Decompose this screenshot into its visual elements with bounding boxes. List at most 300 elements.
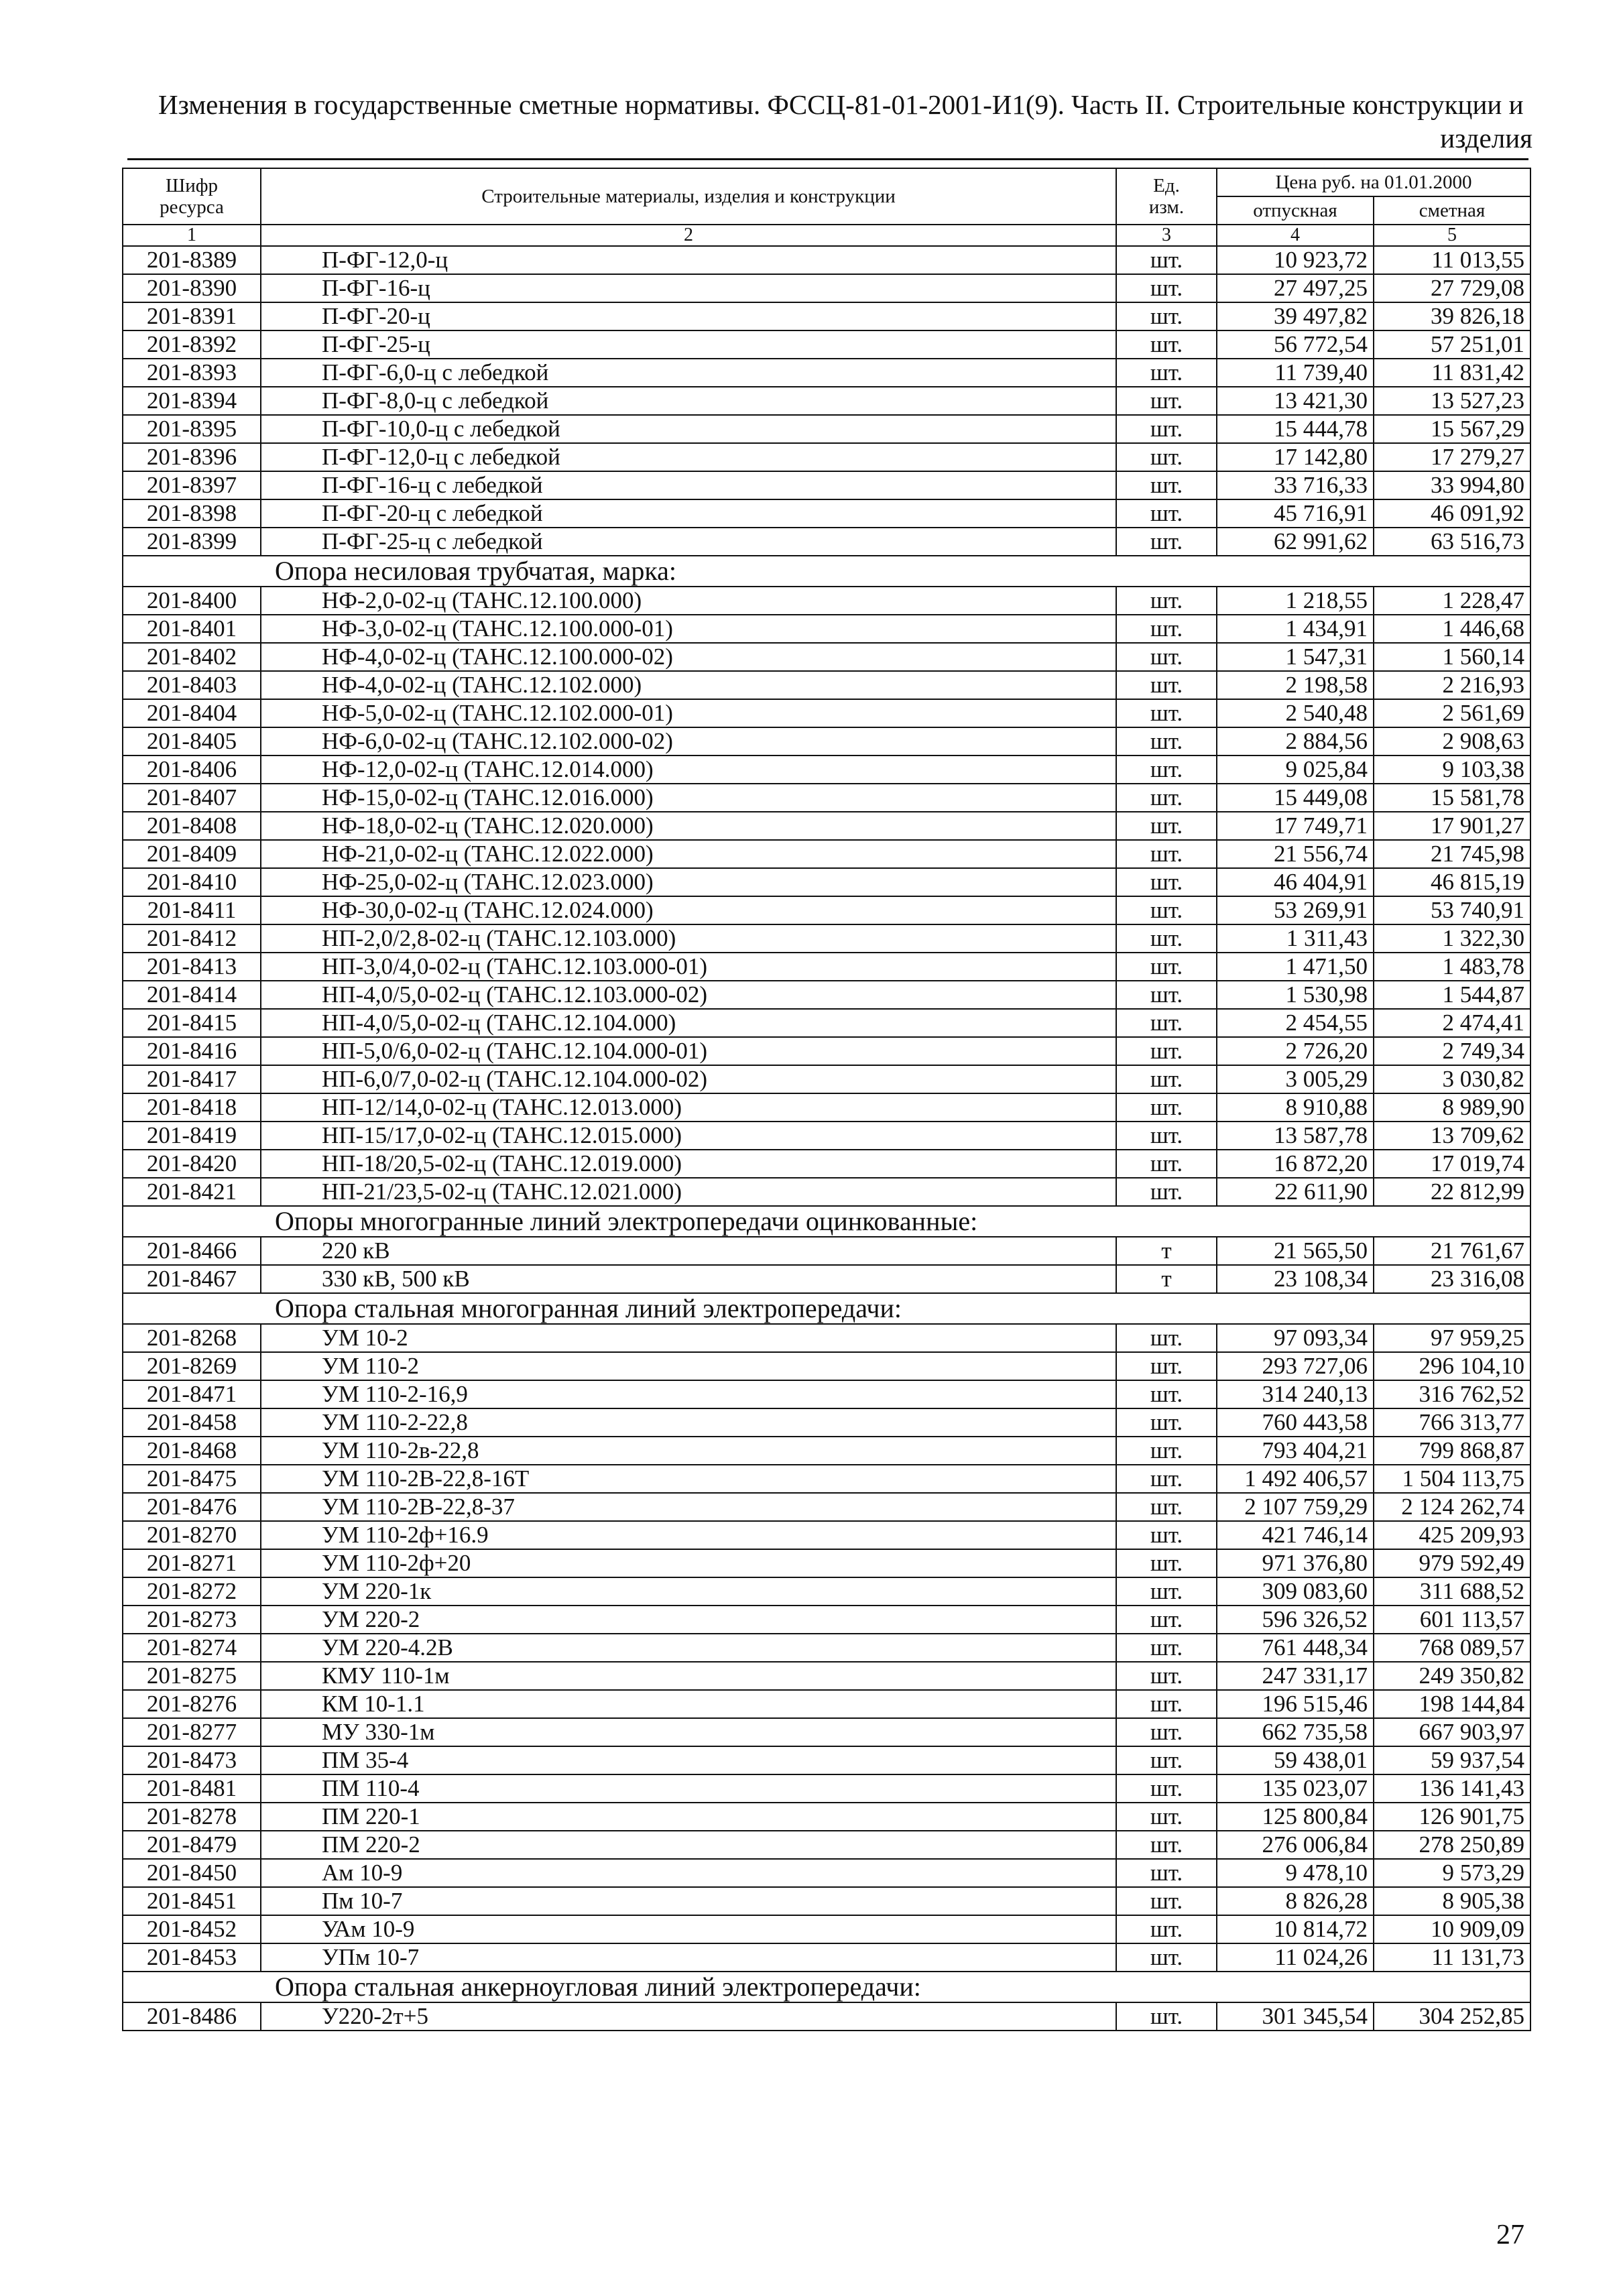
section-heading: Опоры многогранные линий электропередачи оцинкованные:	[123, 1206, 1530, 1237]
release-price-cell: 135 023,07	[1217, 1774, 1374, 1803]
table-row	[123, 387, 1530, 415]
unit-cell: шт.	[1116, 1774, 1217, 1803]
resource-code-cell: 201-8389	[123, 246, 261, 274]
release-price-cell: 15 449,08	[1217, 784, 1374, 812]
unit-cell: шт.	[1116, 1037, 1217, 1065]
estimate-price-cell: 46 815,19	[1374, 868, 1530, 896]
unit-cell: шт.	[1116, 924, 1217, 953]
resource-code-cell: 201-8407	[123, 784, 261, 812]
estimate-price-cell: 2 216,93	[1374, 671, 1530, 699]
table-row	[123, 246, 1530, 274]
release-price-cell: 2 726,20	[1217, 1037, 1374, 1065]
resource-code-cell: 201-8408	[123, 812, 261, 840]
release-price-cell: 53 269,91	[1217, 896, 1374, 924]
section-heading-row	[123, 556, 1530, 587]
table-row	[123, 643, 1530, 671]
estimate-price-cell: 3 030,82	[1374, 1065, 1530, 1093]
resource-code-cell: 201-8410	[123, 868, 261, 896]
material-name-cell: УМ 110-2в-22,8	[261, 1437, 1116, 1465]
unit-cell: шт.	[1116, 840, 1217, 868]
unit-cell: шт.	[1116, 471, 1217, 499]
unit-cell: шт.	[1116, 1859, 1217, 1887]
material-name-cell: 220 кВ	[261, 1237, 1116, 1265]
resource-code-cell: 201-8471	[123, 1380, 261, 1408]
table-row	[123, 1380, 1530, 1408]
table-row	[123, 1237, 1530, 1265]
resource-code-cell: 201-8393	[123, 359, 261, 387]
release-price-cell: 761 448,34	[1217, 1634, 1374, 1662]
unit-cell: шт.	[1116, 443, 1217, 471]
release-price-cell: 1 547,31	[1217, 643, 1374, 671]
unit-cell: шт.	[1116, 868, 1217, 896]
material-name-cell: УАм 10-9	[261, 1915, 1116, 1943]
estimate-price-cell: 766 313,77	[1374, 1408, 1530, 1437]
resource-code-cell: 201-8451	[123, 1887, 261, 1915]
release-price-cell: 760 443,58	[1217, 1408, 1374, 1437]
table-row	[123, 671, 1530, 699]
release-price-cell: 1 218,55	[1217, 587, 1374, 615]
release-price-cell: 309 083,60	[1217, 1577, 1374, 1606]
resource-code-cell: 201-8475	[123, 1465, 261, 1493]
material-name-cell: Ам 10-9	[261, 1859, 1116, 1887]
estimate-price-cell: 1 504 113,75	[1374, 1465, 1530, 1493]
page-number: 27	[1496, 2220, 1524, 2250]
table-body	[123, 246, 1530, 2031]
table-row	[123, 756, 1530, 784]
unit-cell: шт.	[1116, 671, 1217, 699]
resource-code-cell: 201-8453	[123, 1943, 261, 1972]
resource-code-cell: 201-8418	[123, 1093, 261, 1122]
release-price-cell: 9 478,10	[1217, 1859, 1374, 1887]
unit-cell: шт.	[1116, 1662, 1217, 1690]
release-price-cell: 421 746,14	[1217, 1521, 1374, 1549]
estimate-price-cell: 425 209,93	[1374, 1521, 1530, 1549]
table-row	[123, 1634, 1530, 1662]
table-row	[123, 1465, 1530, 1493]
material-name-cell: П-ФГ-20-ц с лебедкой	[261, 499, 1116, 528]
unit-cell: шт.	[1116, 359, 1217, 387]
estimate-price-cell: 249 350,82	[1374, 1662, 1530, 1690]
resource-code-cell: 201-8275	[123, 1662, 261, 1690]
table-row	[123, 615, 1530, 643]
col-header-unit: Ед. изм.	[1116, 168, 1217, 225]
estimate-price-cell: 311 688,52	[1374, 1577, 1530, 1606]
material-name-cell: КМУ 110-1м	[261, 1662, 1116, 1690]
section-heading-row	[123, 1206, 1530, 1237]
table-row	[123, 1493, 1530, 1521]
table-row	[123, 1122, 1530, 1150]
material-name-cell: УМ 110-2В-22,8-16Т	[261, 1465, 1116, 1493]
release-price-cell: 23 108,34	[1217, 1265, 1374, 1293]
material-name-cell: НП-15/17,0-02-ц (ТАНС.12.015.000)	[261, 1122, 1116, 1150]
table-row	[123, 784, 1530, 812]
estimate-price-cell: 59 937,54	[1374, 1746, 1530, 1774]
unit-cell: шт.	[1116, 1943, 1217, 1972]
col-header-code: Шифр ресурса	[123, 168, 261, 225]
resource-code-cell: 201-8278	[123, 1803, 261, 1831]
resource-code-cell: 201-8486	[123, 2002, 261, 2031]
material-name-cell: 330 кВ, 500 кВ	[261, 1265, 1116, 1293]
material-name-cell: УМ 110-2-16,9	[261, 1380, 1116, 1408]
release-price-cell: 39 497,82	[1217, 302, 1374, 330]
table-row	[123, 359, 1530, 387]
release-price-cell: 301 345,54	[1217, 2002, 1374, 2031]
estimate-price-cell: 46 091,92	[1374, 499, 1530, 528]
unit-cell: шт.	[1116, 1634, 1217, 1662]
table-row	[123, 274, 1530, 302]
resource-code-cell: 201-8277	[123, 1718, 261, 1746]
unit-cell: шт.	[1116, 896, 1217, 924]
resource-code-cell: 201-8411	[123, 896, 261, 924]
table-row	[123, 840, 1530, 868]
unit-cell: шт.	[1116, 812, 1217, 840]
unit-cell: шт.	[1116, 415, 1217, 443]
table-row	[123, 1265, 1530, 1293]
material-name-cell: Пм 10-7	[261, 1887, 1116, 1915]
table-row	[123, 981, 1530, 1009]
estimate-price-cell: 667 903,97	[1374, 1718, 1530, 1746]
material-name-cell: НФ-3,0-02-ц (ТАНС.12.100.000-01)	[261, 615, 1116, 643]
resource-code-cell: 201-8276	[123, 1690, 261, 1718]
unit-cell: шт.	[1116, 387, 1217, 415]
release-price-cell: 45 716,91	[1217, 499, 1374, 528]
resource-code-cell: 201-8473	[123, 1746, 261, 1774]
material-name-cell: НФ-4,0-02-ц (ТАНС.12.100.000-02)	[261, 643, 1116, 671]
material-name-cell: НП-18/20,5-02-ц (ТАНС.12.019.000)	[261, 1150, 1116, 1178]
unit-cell: шт.	[1116, 1746, 1217, 1774]
release-price-cell: 662 735,58	[1217, 1718, 1374, 1746]
section-heading: Опора несиловая трубчатая, марка:	[123, 556, 1530, 587]
material-name-cell: УМ 110-2-22,8	[261, 1408, 1116, 1437]
table-row	[123, 1037, 1530, 1065]
estimate-price-cell: 10 909,09	[1374, 1915, 1530, 1943]
material-name-cell: НП-5,0/6,0-02-ц (ТАНС.12.104.000-01)	[261, 1037, 1116, 1065]
estimate-price-cell: 15 581,78	[1374, 784, 1530, 812]
estimate-price-cell: 316 762,52	[1374, 1380, 1530, 1408]
resource-code-cell: 201-8412	[123, 924, 261, 953]
table-row	[123, 1549, 1530, 1577]
release-price-cell: 10 814,72	[1217, 1915, 1374, 1943]
material-name-cell: НП-3,0/4,0-02-ц (ТАНС.12.103.000-01)	[261, 953, 1116, 981]
estimate-price-cell: 2 561,69	[1374, 699, 1530, 727]
resource-code-cell: 201-8420	[123, 1150, 261, 1178]
release-price-cell: 11 739,40	[1217, 359, 1374, 387]
release-price-cell: 59 438,01	[1217, 1746, 1374, 1774]
release-price-cell: 17 749,71	[1217, 812, 1374, 840]
material-name-cell: НФ-2,0-02-ц (ТАНС.12.100.000)	[261, 587, 1116, 615]
estimate-price-cell: 1 483,78	[1374, 953, 1530, 981]
unit-cell: шт.	[1116, 1690, 1217, 1718]
release-price-cell: 46 404,91	[1217, 868, 1374, 896]
resource-code-cell: 201-8415	[123, 1009, 261, 1037]
estimate-price-cell: 33 994,80	[1374, 471, 1530, 499]
resource-code-cell: 201-8421	[123, 1178, 261, 1206]
unit-cell: шт.	[1116, 1831, 1217, 1859]
release-price-cell: 17 142,80	[1217, 443, 1374, 471]
release-price-cell: 10 923,72	[1217, 246, 1374, 274]
estimate-price-cell: 9 103,38	[1374, 756, 1530, 784]
resource-code-cell: 201-8409	[123, 840, 261, 868]
table-row	[123, 2002, 1530, 2031]
table-row	[123, 1718, 1530, 1746]
material-name-cell: П-ФГ-16-ц	[261, 274, 1116, 302]
estimate-price-cell: 799 868,87	[1374, 1437, 1530, 1465]
unit-cell: шт.	[1116, 302, 1217, 330]
resource-code-cell: 201-8468	[123, 1437, 261, 1465]
unit-cell: шт.	[1116, 1352, 1217, 1380]
material-name-cell: КМ 10-1.1	[261, 1690, 1116, 1718]
material-name-cell: УПм 10-7	[261, 1943, 1116, 1972]
material-name-cell: ПМ 110-4	[261, 1774, 1116, 1803]
resource-code-cell: 201-8413	[123, 953, 261, 981]
material-name-cell: НП-6,0/7,0-02-ц (ТАНС.12.104.000-02)	[261, 1065, 1116, 1093]
material-name-cell: НФ-15,0-02-ц (ТАНС.12.016.000)	[261, 784, 1116, 812]
col-header-price-estimate: сметная	[1374, 196, 1530, 225]
material-name-cell: У220-2т+5	[261, 2002, 1116, 2031]
resource-code-cell: 201-8403	[123, 671, 261, 699]
col-header-price-release: отпускная	[1217, 196, 1374, 225]
release-price-cell: 293 727,06	[1217, 1352, 1374, 1380]
table-row	[123, 1352, 1530, 1380]
material-name-cell: ПМ 220-1	[261, 1803, 1116, 1831]
resource-code-cell: 201-8274	[123, 1634, 261, 1662]
resource-code-cell: 201-8419	[123, 1122, 261, 1150]
table-row	[123, 415, 1530, 443]
release-price-cell: 21 556,74	[1217, 840, 1374, 868]
table-row	[123, 1324, 1530, 1352]
unit-cell: шт.	[1116, 330, 1217, 359]
estimate-price-cell: 39 826,18	[1374, 302, 1530, 330]
resource-code-cell: 201-8397	[123, 471, 261, 499]
table-row	[123, 330, 1530, 359]
release-price-cell: 2 454,55	[1217, 1009, 1374, 1037]
material-name-cell: НФ-5,0-02-ц (ТАНС.12.102.000-01)	[261, 699, 1116, 727]
resource-code-cell: 201-8479	[123, 1831, 261, 1859]
header-title-line1: Изменения в государственные сметные нормативы. ФССЦ-81-01-2001-И1(9). Часть II. Строительные конструкции и	[158, 89, 1524, 120]
release-price-cell: 27 497,25	[1217, 274, 1374, 302]
release-price-cell: 21 565,50	[1217, 1237, 1374, 1265]
estimate-price-cell: 13 709,62	[1374, 1122, 1530, 1150]
table-row	[123, 471, 1530, 499]
table-row	[123, 528, 1530, 556]
estimate-price-cell: 136 141,43	[1374, 1774, 1530, 1803]
estimate-price-cell: 11 013,55	[1374, 246, 1530, 274]
table-row	[123, 1859, 1530, 1887]
table-row	[123, 499, 1530, 528]
resource-code-cell: 201-8450	[123, 1859, 261, 1887]
table-row	[123, 1065, 1530, 1093]
table-row	[123, 587, 1530, 615]
material-name-cell: П-ФГ-12,0-ц	[261, 246, 1116, 274]
release-price-cell: 276 006,84	[1217, 1831, 1374, 1859]
unit-cell: шт.	[1116, 784, 1217, 812]
estimate-price-cell: 304 252,85	[1374, 2002, 1530, 2031]
unit-cell: шт.	[1116, 1122, 1217, 1150]
material-name-cell: НФ-30,0-02-ц (ТАНС.12.024.000)	[261, 896, 1116, 924]
material-name-cell: НП-4,0/5,0-02-ц (ТАНС.12.104.000)	[261, 1009, 1116, 1037]
unit-cell: шт.	[1116, 1803, 1217, 1831]
resource-code-cell: 201-8402	[123, 643, 261, 671]
material-name-cell: ПМ 220-2	[261, 1831, 1116, 1859]
table-row	[123, 1943, 1530, 1972]
estimate-price-cell: 1 446,68	[1374, 615, 1530, 643]
release-price-cell: 3 005,29	[1217, 1065, 1374, 1093]
estimate-price-cell: 2 474,41	[1374, 1009, 1530, 1037]
material-name-cell: УМ 110-2	[261, 1352, 1116, 1380]
resource-code-cell: 201-8467	[123, 1265, 261, 1293]
header-title-line2: изделия	[1440, 123, 1532, 154]
unit-cell: шт.	[1116, 1009, 1217, 1037]
estimate-price-cell: 13 527,23	[1374, 387, 1530, 415]
estimate-price-cell: 97 959,25	[1374, 1324, 1530, 1352]
section-heading-row	[123, 1972, 1530, 2002]
unit-cell: т	[1116, 1265, 1217, 1293]
unit-cell: шт.	[1116, 615, 1217, 643]
material-name-cell: ПМ 35-4	[261, 1746, 1116, 1774]
resource-code-cell: 201-8396	[123, 443, 261, 471]
material-name-cell: НП-2,0/2,8-02-ц (ТАНС.12.103.000)	[261, 924, 1116, 953]
table-row	[123, 1774, 1530, 1803]
material-name-cell: НП-21/23,5-02-ц (ТАНС.12.021.000)	[261, 1178, 1116, 1206]
estimate-price-cell: 8 989,90	[1374, 1093, 1530, 1122]
unit-cell: шт.	[1116, 756, 1217, 784]
resource-code-cell: 201-8399	[123, 528, 261, 556]
estimate-price-cell: 768 089,57	[1374, 1634, 1530, 1662]
unit-cell: шт.	[1116, 528, 1217, 556]
material-name-cell: П-ФГ-25-ц	[261, 330, 1116, 359]
unit-cell: шт.	[1116, 1408, 1217, 1437]
material-name-cell: НП-4,0/5,0-02-ц (ТАНС.12.103.000-02)	[261, 981, 1116, 1009]
header-rule	[127, 158, 1528, 160]
unit-cell: шт.	[1116, 1718, 1217, 1746]
estimate-price-cell: 53 740,91	[1374, 896, 1530, 924]
unit-cell: шт.	[1116, 699, 1217, 727]
table-row	[123, 953, 1530, 981]
resource-code-cell: 201-8404	[123, 699, 261, 727]
estimate-price-cell: 22 812,99	[1374, 1178, 1530, 1206]
resource-code-cell: 201-8394	[123, 387, 261, 415]
estimate-price-cell: 17 019,74	[1374, 1150, 1530, 1178]
estimate-price-cell: 8 905,38	[1374, 1887, 1530, 1915]
release-price-cell: 22 611,90	[1217, 1178, 1374, 1206]
table-row	[123, 1662, 1530, 1690]
material-name-cell: П-ФГ-10,0-ц с лебедкой	[261, 415, 1116, 443]
release-price-cell: 1 311,43	[1217, 924, 1374, 953]
release-price-cell: 1 492 406,57	[1217, 1465, 1374, 1493]
unit-cell: шт.	[1116, 1493, 1217, 1521]
table-row	[123, 1915, 1530, 1943]
release-price-cell: 125 800,84	[1217, 1803, 1374, 1831]
material-name-cell: П-ФГ-20-ц	[261, 302, 1116, 330]
estimate-price-cell: 1 322,30	[1374, 924, 1530, 953]
material-name-cell: НФ-12,0-02-ц (ТАНС.12.014.000)	[261, 756, 1116, 784]
release-price-cell: 9 025,84	[1217, 756, 1374, 784]
table-row	[123, 1887, 1530, 1915]
unit-cell: шт.	[1116, 727, 1217, 756]
estimate-price-cell: 296 104,10	[1374, 1352, 1530, 1380]
unit-cell: шт.	[1116, 643, 1217, 671]
estimate-price-cell: 17 279,27	[1374, 443, 1530, 471]
table-row	[123, 443, 1530, 471]
resource-code-cell: 201-8406	[123, 756, 261, 784]
unit-cell: шт.	[1116, 1437, 1217, 1465]
release-price-cell: 13 421,30	[1217, 387, 1374, 415]
table-row	[123, 1690, 1530, 1718]
material-name-cell: П-ФГ-12,0-ц с лебедкой	[261, 443, 1116, 471]
unit-cell: шт.	[1116, 1521, 1217, 1549]
resource-code-cell: 201-8417	[123, 1065, 261, 1093]
estimate-price-cell: 9 573,29	[1374, 1859, 1530, 1887]
col-header-name: Строительные материалы, изделия и конструкции	[261, 168, 1116, 225]
unit-cell: шт.	[1116, 1324, 1217, 1352]
col-number: 4	[1217, 225, 1374, 246]
unit-cell: шт.	[1116, 981, 1217, 1009]
resource-code-cell: 201-8398	[123, 499, 261, 528]
estimate-price-cell: 1 544,87	[1374, 981, 1530, 1009]
resource-code-cell: 201-8391	[123, 302, 261, 330]
estimate-price-cell: 21 761,67	[1374, 1237, 1530, 1265]
table-row	[123, 1746, 1530, 1774]
resource-code-cell: 201-8466	[123, 1237, 261, 1265]
document-header	[158, 86, 1532, 157]
resource-code-cell: 201-8416	[123, 1037, 261, 1065]
table-head	[123, 168, 1530, 246]
release-price-cell: 56 772,54	[1217, 330, 1374, 359]
release-price-cell: 314 240,13	[1217, 1380, 1374, 1408]
estimate-price-cell: 21 745,98	[1374, 840, 1530, 868]
section-heading: Опора стальная многогранная линий электропередачи:	[123, 1293, 1530, 1324]
resource-code-cell: 201-8270	[123, 1521, 261, 1549]
table-row	[123, 727, 1530, 756]
table-row	[123, 1831, 1530, 1859]
estimate-price-cell: 601 113,57	[1374, 1606, 1530, 1634]
material-name-cell: УМ 220-1к	[261, 1577, 1116, 1606]
unit-cell: шт.	[1116, 499, 1217, 528]
estimate-price-cell: 11 131,73	[1374, 1943, 1530, 1972]
material-name-cell: НП-12/14,0-02-ц (ТАНС.12.013.000)	[261, 1093, 1116, 1122]
table-row	[123, 812, 1530, 840]
release-price-cell: 8 910,88	[1217, 1093, 1374, 1122]
material-name-cell: УМ 110-2В-22,8-37	[261, 1493, 1116, 1521]
unit-cell: шт.	[1116, 1065, 1217, 1093]
table-row	[123, 924, 1530, 953]
estimate-price-cell: 23 316,08	[1374, 1265, 1530, 1293]
material-name-cell: УМ 110-2ф+20	[261, 1549, 1116, 1577]
estimate-price-cell: 278 250,89	[1374, 1831, 1530, 1859]
material-name-cell: УМ 220-2	[261, 1606, 1116, 1634]
release-price-cell: 13 587,78	[1217, 1122, 1374, 1150]
material-name-cell: НФ-18,0-02-ц (ТАНС.12.020.000)	[261, 812, 1116, 840]
unit-cell: шт.	[1116, 953, 1217, 981]
unit-cell: шт.	[1116, 1577, 1217, 1606]
estimate-price-cell: 2 124 262,74	[1374, 1493, 1530, 1521]
release-price-cell: 8 826,28	[1217, 1887, 1374, 1915]
unit-cell: шт.	[1116, 1380, 1217, 1408]
table-row	[123, 1577, 1530, 1606]
material-name-cell: УМ 10-2	[261, 1324, 1116, 1352]
release-price-cell: 247 331,17	[1217, 1662, 1374, 1690]
release-price-cell: 2 198,58	[1217, 671, 1374, 699]
estimate-price-cell: 2 908,63	[1374, 727, 1530, 756]
resource-code-cell: 201-8268	[123, 1324, 261, 1352]
resource-code-cell: 201-8414	[123, 981, 261, 1009]
estimate-price-cell: 198 144,84	[1374, 1690, 1530, 1718]
unit-cell: шт.	[1116, 1093, 1217, 1122]
release-price-cell: 2 107 759,29	[1217, 1493, 1374, 1521]
release-price-cell: 16 872,20	[1217, 1150, 1374, 1178]
release-price-cell: 33 716,33	[1217, 471, 1374, 499]
release-price-cell: 196 515,46	[1217, 1690, 1374, 1718]
